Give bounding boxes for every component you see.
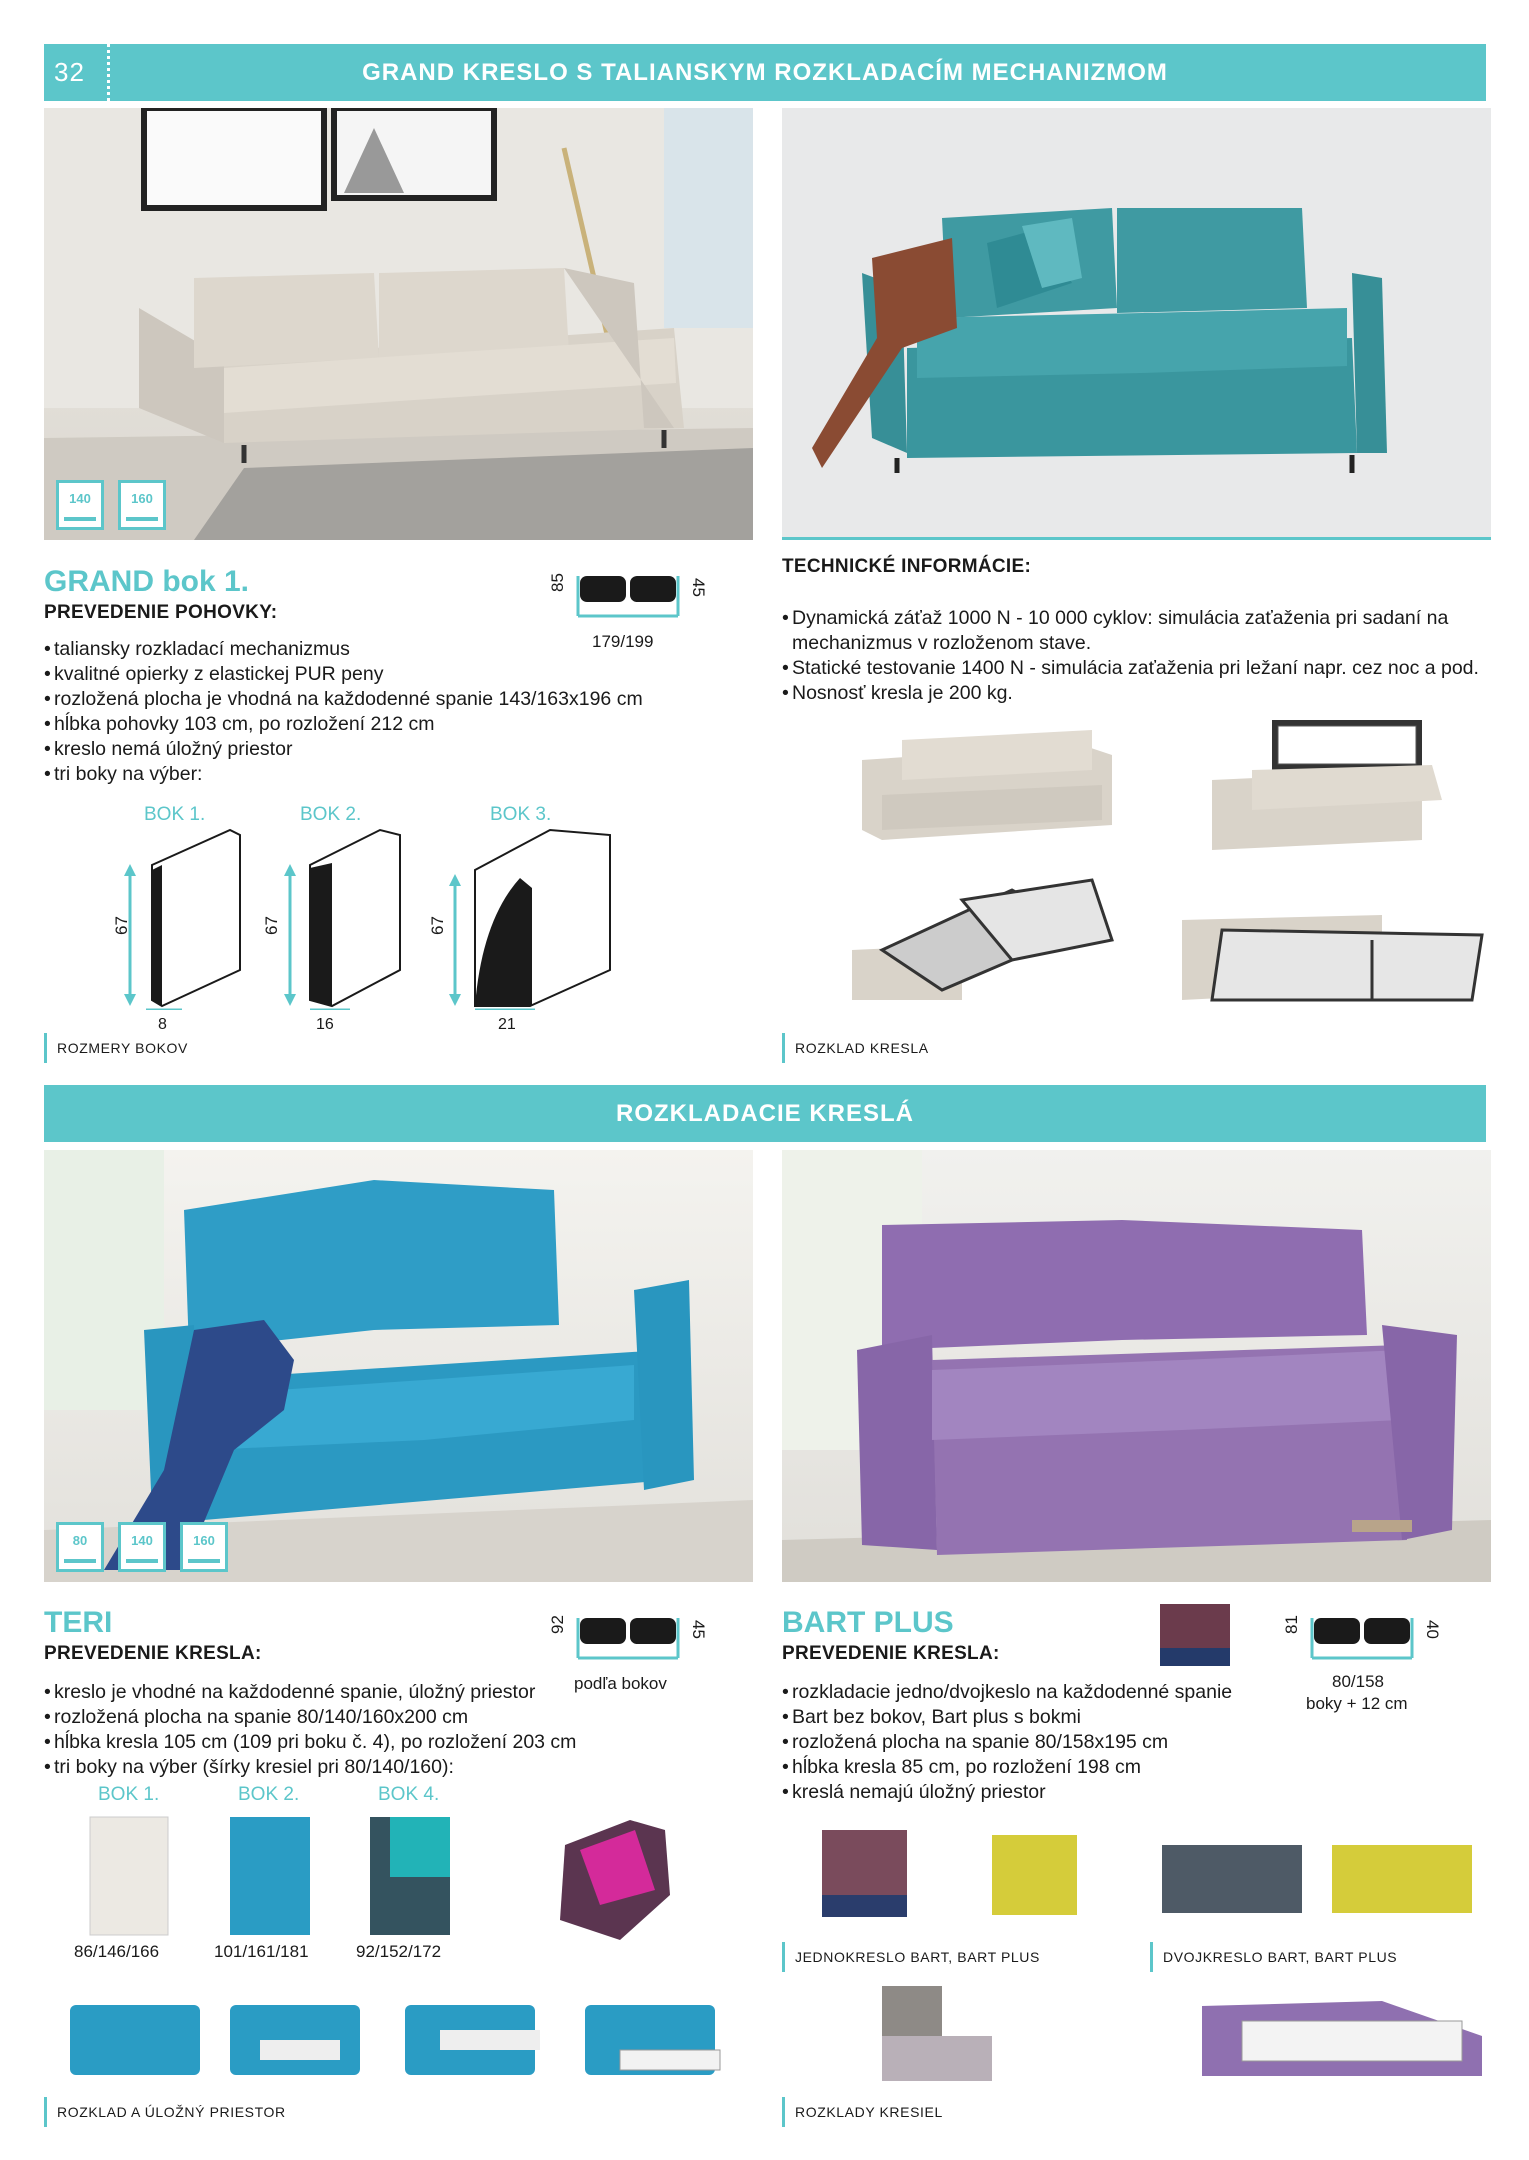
side-label: BOK 1. xyxy=(144,804,206,825)
teri-side-thumbnails xyxy=(60,1805,680,1955)
page-header xyxy=(44,44,1486,101)
dim-width: 179/199 xyxy=(592,632,654,651)
teal-sofa-photo xyxy=(782,108,1491,540)
bart-features xyxy=(782,1680,1302,1805)
grand-photo xyxy=(44,108,753,540)
size-badge: 160 xyxy=(180,1522,228,1572)
side-width: 16 xyxy=(316,1016,334,1033)
list-item: • hĺbka kresla 85 cm, po rozložení 198 cm xyxy=(782,1755,1302,1780)
teri-unfold-thumbnails xyxy=(60,1990,760,2090)
list-item: • hĺbka pohovky 103 cm, po rozložení 212 cm xyxy=(44,712,684,737)
grand-subtitle: PREVEDENIE POHOVKY: xyxy=(44,602,278,623)
page-title: GRAND KRESLO S TALIANSKYM ROZKLADACÍM MECHANIZMOM xyxy=(362,58,1168,86)
size-badge: 140 xyxy=(56,480,104,530)
list-item: • kreslá nemajú úložný priestor xyxy=(782,1780,1302,1805)
grand-dimension-diagram xyxy=(548,570,708,650)
dim-width: podľa bokov xyxy=(574,1674,667,1693)
bart-subtitle: PREVEDENIE KRESLA: xyxy=(782,1643,1000,1664)
dim-seat: 45 xyxy=(689,1620,708,1639)
side-label: BOK 3. xyxy=(490,804,552,825)
grand-features xyxy=(44,637,684,787)
grand-title: GRAND bok 1. xyxy=(44,565,250,598)
teri-subtitle: PREVEDENIE KRESLA: xyxy=(44,1643,262,1664)
side-width: 21 xyxy=(498,1016,516,1033)
list-item: • Nosnosť kresla je 200 kg. xyxy=(782,681,1492,706)
list-item: • hĺbka kresla 105 cm (109 pri boku č. 4), po rozložení 203 cm xyxy=(44,1730,684,1755)
list-item: • Bart bez bokov, Bart plus s bokmi xyxy=(782,1705,1302,1730)
dimension-sofa-icon xyxy=(548,1612,708,1662)
dimension-sofa-icon xyxy=(1282,1612,1442,1662)
bart-unfold-thumbnails xyxy=(782,1976,1502,2096)
bart-title: BART PLUS xyxy=(782,1606,954,1639)
bart-thumbnail xyxy=(1152,1598,1242,1678)
teri-title: TERI xyxy=(44,1606,113,1639)
side-label: BOK 2. xyxy=(238,1784,300,1805)
teri-dimension-diagram xyxy=(548,1612,708,1692)
dim-height: 92 xyxy=(548,1615,567,1634)
list-item: • taliansky rozkladací mechanizmus xyxy=(44,637,684,662)
list-item: • kvalitné opierky z elastickej PUR peny xyxy=(44,662,684,687)
caption-dvojkreslo: DVOJKRESLO BART, BART PLUS xyxy=(1150,1942,1397,1972)
side-size: 92/152/172 xyxy=(356,1942,442,1961)
side-diagrams xyxy=(110,810,670,1010)
bart-dimension-diagram xyxy=(1282,1612,1442,1712)
unfold-sequence-illustration xyxy=(782,700,1502,1030)
dim-height: 81 xyxy=(1282,1615,1301,1634)
list-item: • rozložená plocha na spanie 80/158x195 cm xyxy=(782,1730,1302,1755)
list-item: • rozkladacie jedno/dvojkeslo na každodenné spanie xyxy=(782,1680,1302,1705)
dim-width: 80/158 xyxy=(1332,1672,1384,1691)
teal-sofa-illustration xyxy=(782,108,1491,540)
caption-rozklad-ulozny: ROZKLAD A ÚLOŽNÝ PRIESTOR xyxy=(44,2097,286,2127)
dim-extra: boky + 12 cm xyxy=(1306,1694,1408,1713)
size-badge: 160 xyxy=(118,480,166,530)
tech-list xyxy=(782,606,1492,706)
dim-seat: 40 xyxy=(1423,1620,1442,1639)
bart-sofa-illustration xyxy=(782,1150,1491,1582)
list-item: • tri boky na výber (šírky kresiel pri 80/140/160): xyxy=(44,1755,684,1780)
side-label: BOK 2. xyxy=(300,804,362,825)
grand-sofa-illustration xyxy=(44,108,753,540)
side-height: 67 xyxy=(428,916,447,935)
page-number: 32 xyxy=(54,44,110,101)
list-item: • Statické testovanie 1400 N - simulácia zaťaženia pri ležaní napr. cez noc a pod. xyxy=(782,656,1492,681)
side-label: BOK 1. xyxy=(98,1784,160,1805)
side-size: 101/161/181 xyxy=(214,1942,309,1961)
caption-rozklady-kresiel: ROZKLADY KRESIEL xyxy=(782,2097,943,2127)
dim-height: 85 xyxy=(548,573,567,592)
caption-jednokreslo: JEDNOKRESLO BART, BART PLUS xyxy=(782,1942,1040,1972)
caption-rozmery-bokov: ROZMERY BOKOV xyxy=(44,1033,188,1063)
side-height: 67 xyxy=(262,916,281,935)
section-header: ROZKLADACIE KRESLÁ xyxy=(44,1085,1486,1142)
list-item: • Dynamická záťaž 1000 N - 10 000 cyklov: simulácia zaťaženia pri sadaní na mechanizmus v rozloženom stave. xyxy=(782,606,1492,656)
side-size: 86/146/166 xyxy=(74,1942,160,1961)
size-badge: 80 xyxy=(56,1522,104,1572)
teri-features xyxy=(44,1680,684,1780)
list-item: • rozložená plocha na spanie 80/140/160x200 cm xyxy=(44,1705,684,1730)
tech-title: TECHNICKÉ INFORMÁCIE: xyxy=(782,556,1032,577)
teri-sofa-illustration xyxy=(44,1150,753,1582)
list-item: • kreslo nemá úložný priestor xyxy=(44,737,684,762)
list-item: • kreslo je vhodné na každodenné spanie, úložný priestor xyxy=(44,1680,684,1705)
dimension-sofa-icon xyxy=(548,570,708,620)
side-width: 8 xyxy=(158,1016,167,1033)
list-item: • rozložená plocha je vhodná na každodenné spanie 143/163x196 cm xyxy=(44,687,684,712)
bart-variant-thumbnails xyxy=(782,1815,1502,1935)
side-height: 67 xyxy=(112,916,131,935)
list-item: • tri boky na výber: xyxy=(44,762,684,787)
caption-rozklad-kresla: ROZKLAD KRESLA xyxy=(782,1033,929,1063)
bart-photo xyxy=(782,1150,1491,1582)
dim-seat: 45 xyxy=(689,578,708,597)
teri-photo xyxy=(44,1150,753,1582)
side-label: BOK 4. xyxy=(378,1784,440,1805)
size-badge: 140 xyxy=(118,1522,166,1572)
